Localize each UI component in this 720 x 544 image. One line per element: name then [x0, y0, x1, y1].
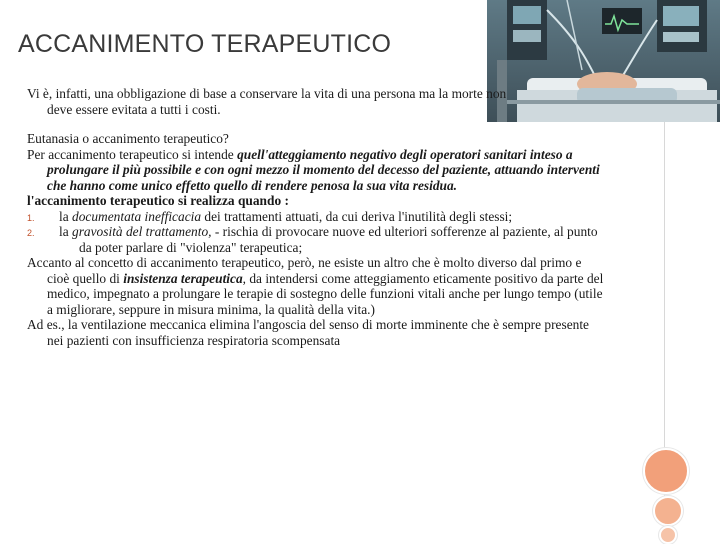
list-text-post: dei trattamenti attuati, da cui deriva l'inutilità degli stessi; [201, 208, 513, 224]
list-text-italic: gravosità del trattamento, [72, 224, 212, 239]
list-item [27, 224, 607, 255]
insistenza-emphasis: insistenza terapeutica [123, 270, 243, 286]
list-text-post: - rischia di provocare nuove ed ulteriori sofferenze al paziente, al punto da poter parlare di "violenza" terapeutica; [79, 224, 598, 255]
list-number: 1. [27, 212, 35, 223]
slide-title: ACCANIMENTO TERAPEUTICO [18, 30, 392, 58]
decorative-circle-small-icon [659, 526, 677, 544]
list-text-pre: la [59, 208, 73, 224]
decorative-circle-large-icon [643, 448, 689, 494]
intro-paragraph: Vi è, infatti, una obbligazione di base a conservare la vita di una persona ma la morte non deve essere evitata a tutti i costi. [27, 86, 507, 117]
insistenza-pre: Accanto al concetto di accanimento terapeutico, però, ne esiste un altro che è molto diverso dal primo e cioè quello di [27, 255, 582, 286]
list-text [59, 209, 607, 225]
slide-body [27, 86, 607, 348]
list-text-pre: la [59, 224, 73, 239]
list-item [27, 209, 607, 225]
list-text [59, 224, 607, 255]
conditions-heading: l'accanimento terapeutico si realizza quando : [27, 193, 289, 208]
definition-paragraph [27, 147, 607, 194]
definition-lead: Per accanimento terapeutico si intende [27, 146, 238, 162]
example-paragraph: Ad es., la ventilazione meccanica elimina l'angoscia del senso di morte imminente che è sempre presente nei pazienti con insufficienza respiratoria scompensata [27, 317, 590, 348]
list-text-italic: documentata inefficacia [72, 208, 202, 224]
list-number: 2. [27, 228, 35, 238]
insistenza-post: , da intendersi come atteggiamento eticamente positivo da parte del medico, impegnato a prolungare le terapie di sostegno delle funzioni vitali anche per lungo tempo (utile a migliorare, seppure in misura minima, la qualità della vita.) [47, 270, 604, 317]
definition-emphasis: quell'atteggiamento negativo degli operatori sanitari inteso a prolungare il più possibile e con ogni mezzo il momento del decesso del paziente, attuando interventi che hanno come unico effetto quello di rendere penosa la sua vita residua. [47, 146, 600, 193]
decorative-circle-medium-icon [653, 496, 683, 526]
insistenza-paragraph [27, 255, 607, 317]
question-paragraph: Eutanasia o accanimento terapeutico? [27, 131, 229, 146]
